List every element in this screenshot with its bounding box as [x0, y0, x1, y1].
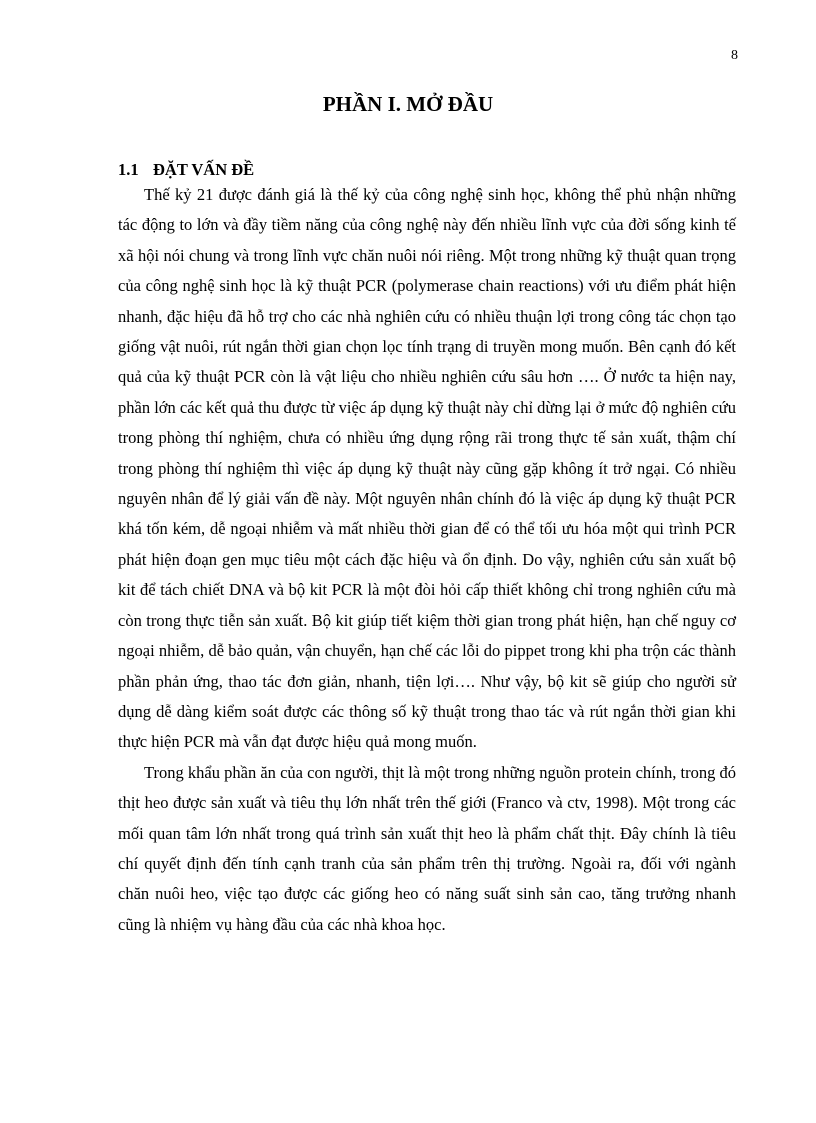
paragraph-2: Trong khẩu phần ăn của con người, thịt là một trong những nguồn protein chính, trong đó thịt heo được sản xuất và tiêu thụ lớn nhất trên thế giới (Franco và ctv, 1998). Một trong các mối quan tâm lớn nhất trong quá trình sản xuất thịt heo là phẩm chất thịt. Đây chính là tiêu chí quyết định đến tính cạnh tranh của sản phẩm trên thị trường. Ngoài ra, đối với ngành chăn nuôi heo, việc tạo được các giống heo có năng suất sinh sản cao, tăng trưởng nhanh cũng là nhiệm vụ hàng đầu của các nhà khoa học. [118, 762, 736, 934]
chapter-title: PHẦN I. MỞ ĐẦU [322, 92, 494, 116]
page-number: 8 [731, 48, 738, 63]
body-text [118, 180, 736, 940]
section-title: ĐẶT VẤN ĐỀ [153, 160, 255, 179]
section-number: 1.1 [118, 160, 139, 179]
section-heading [118, 160, 254, 180]
paragraph-1: Thế kỷ 21 được đánh giá là thế kỷ của công nghệ sinh học, không thể phủ nhận những tác động to lớn và đầy tiềm năng của công nghệ này đến nhiều lĩnh vực của đời sống kinh tế xã hội nói chung và trong lĩnh vực chăn nuôi nói riêng. Một trong những kỹ thuật quan trọng của công nghệ sinh học là kỹ thuật PCR (polymerase chain reactions) với ưu điểm phát hiện nhanh, đặc hiệu đã hỗ trợ cho các nhà nghiên cứu có nhiều thuận lợi trong công tác chọn tạo giống vật nuôi, rút ngắn thời gian chọn lọc tính trạng di truyền mong muốn. Bên cạnh đó kết quả của kỹ thuật PCR còn là vật liệu cho nhiều nghiên cứu sâu hơn …. Ở nước ta hiện nay, phần lớn các kết quả thu được từ việc áp dụng kỹ thuật này chỉ dừng lại ở mức độ nghiên cứu trong phòng thí nghiệm, chưa có nhiều ứng dụng rộng rãi trong thực tế sản xuất, thậm chí trong phòng thí nghiệm thì việc áp dụng kỹ thuật này cũng gặp không ít trở ngại. Có nhiều nguyên nhân để lý giải vấn đề này. Một nguyên nhân chính đó là việc áp dụng kỹ thuật PCR khá tốn kém, dễ ngoại nhiễm và mất nhiều thời gian để có thể tối ưu hóa một qui trình PCR phát hiện đoạn gen mục tiêu một cách đặc hiệu và ổn định. Do vậy, nghiên cứu sản xuất bộ kit để tách chiết DNA và bộ kit PCR là một đòi hỏi cấp thiết không chỉ trong nghiên cứu mà còn trong thực tiễn sản xuất. Bộ kit giúp tiết kiệm thời gian trong phát hiện, hạn chế nguy cơ ngoại nhiễm, dễ bảo quản, vận chuyển, hạn chế các lỗi do pippet trong khi pha trộn các thành phần phản ứng, thao tác đơn giản, nhanh, tiện lợi…. Như vậy, bộ kit sẽ giúp cho người sử dụng dễ dàng kiểm soát được các thông số kỹ thuật trong thao tác và rút ngắn thời gian khi thực hiện PCR mà vẫn đạt được hiệu quả mong muốn. [118, 185, 736, 752]
